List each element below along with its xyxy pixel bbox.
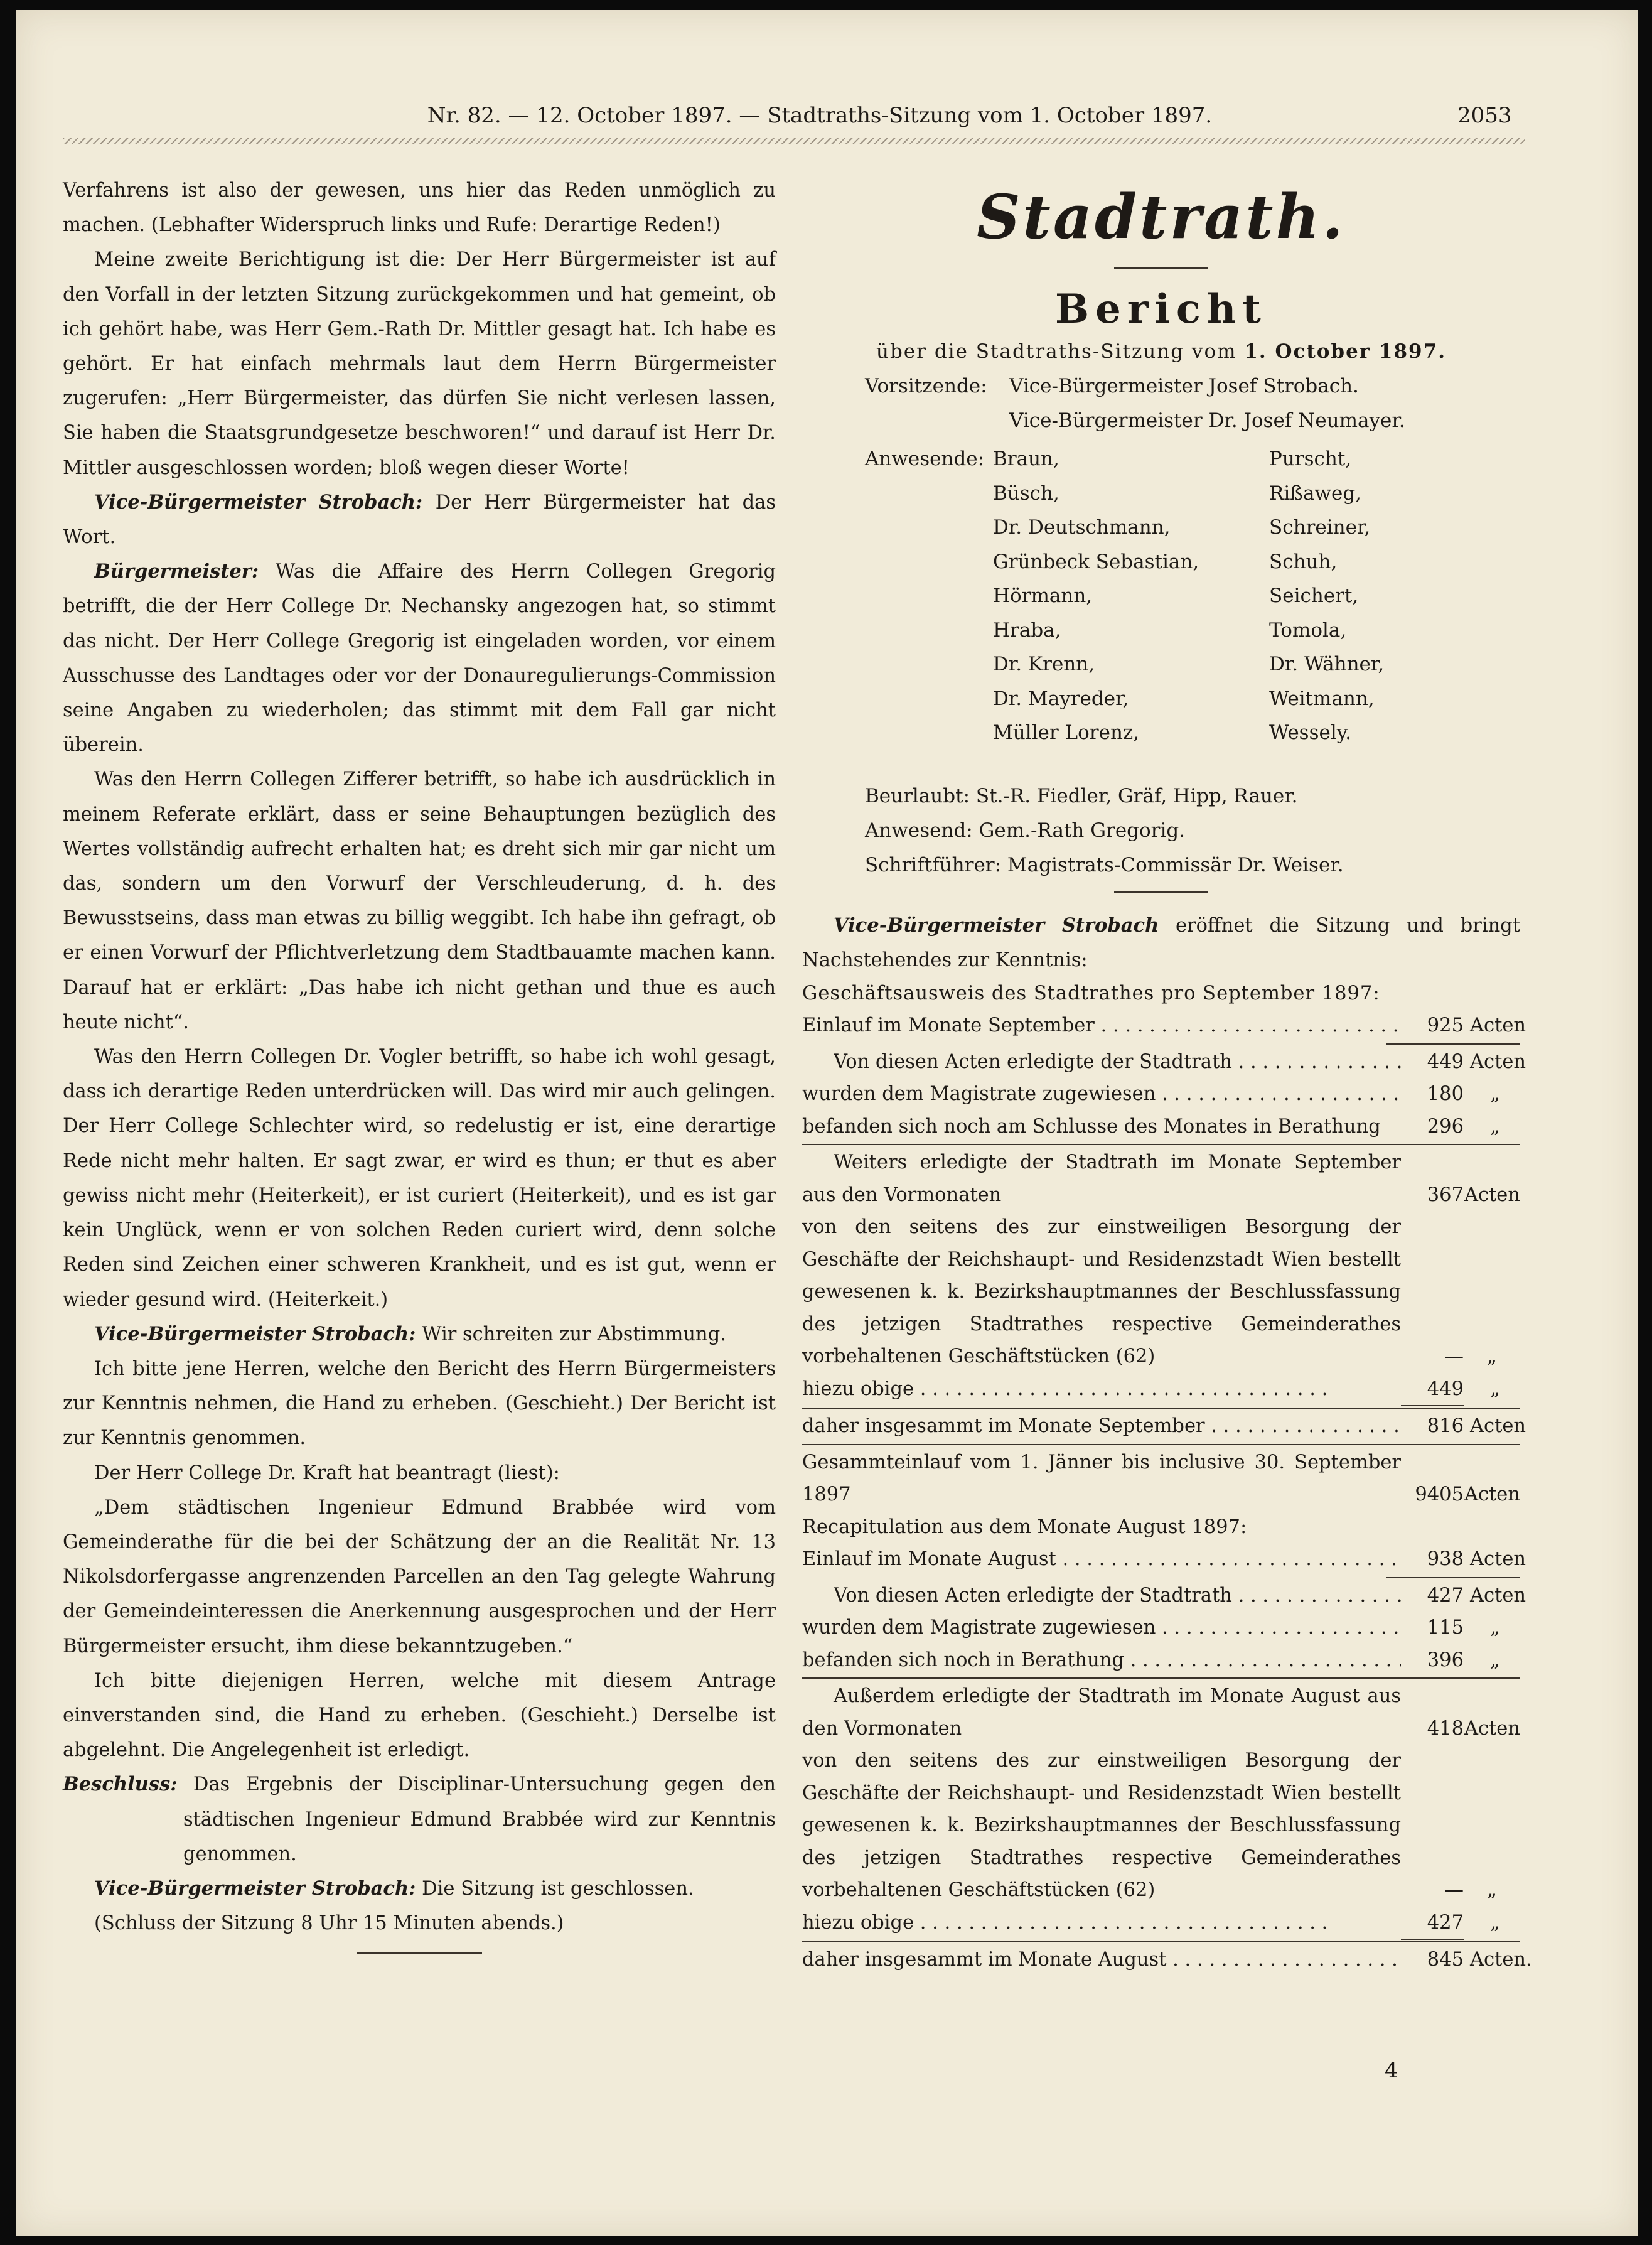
resolution-label: Beschluss:: [63, 1773, 178, 1796]
ledger-value: 115: [1427, 1617, 1464, 1639]
report-title: Geschäftsausweis des Stadtrathes pro September 1897:: [802, 982, 1380, 1004]
ledger-row: [802, 1078, 1520, 1111]
ledger-value: 9405: [1415, 1483, 1464, 1506]
section-rule: [802, 1941, 1520, 1942]
speaker-name: Vice-Bürgermeister Strobach:: [94, 1876, 416, 1900]
chair-name: Vice-Bürgermeister Dr. Josef Neumayer.: [1009, 409, 1405, 432]
ledger-label: Von diesen Acten erledigte der Stadtrath . . .: [834, 1580, 1401, 1612]
chair-row: [865, 369, 1520, 404]
motion-quote: „Dem städtischen Ingenieur Edmund Brabbée wird vom Gemeinderathe für die bei der Schätzung der an die Realität Nr. 13 Nikolsdorfergasse angrenzenden Parcellen an den Tag gelegte Wahrung der Gemeindeinteressen die Anerkennung ausgesprochen und der Herr Bürgermeister ersucht, ihm diese bekanntzugeben.“: [63, 1496, 776, 1657]
ledger-unit: Acten: [1470, 1415, 1526, 1438]
ledger-unit: Acten: [1470, 1584, 1526, 1607]
speaker-name: Vice-Bürgermeister Strobach:: [94, 1322, 416, 1345]
ledger-value: 296: [1427, 1115, 1464, 1138]
chair-name: Vice-Bürgermeister Josef Strobach.: [1009, 375, 1359, 397]
member: Hraba,: [993, 618, 1061, 642]
ledger-value: 367: [1427, 1183, 1464, 1206]
member: Rißaweg,: [1269, 482, 1362, 505]
paragraph: Der Herr College Dr. Kraft hat beantragt (liest):: [94, 1462, 560, 1484]
member: Müller Lorenz,: [993, 721, 1140, 744]
ledger-value: —: [1444, 1879, 1464, 1902]
left-column: [63, 173, 776, 1954]
ledger-row: [802, 1410, 1526, 1443]
end-rule: [357, 1952, 482, 1954]
speech-text: Die Sitzung ist geschlossen.: [422, 1877, 694, 1900]
ledger-value: 938: [1427, 1548, 1464, 1571]
ledger-row: [802, 1373, 1520, 1407]
subtitle-text: über die Stadtraths-Sitzung vom: [876, 340, 1237, 363]
member: Grünbeck Sebastian,: [993, 550, 1199, 573]
ledger-label: hiezu obige . . .: [802, 1373, 1401, 1407]
ledger-label: wurden dem Magistrate zugewiesen . . .: [802, 1078, 1401, 1111]
resolution: [63, 1767, 776, 1871]
ledger-row: [802, 1543, 1526, 1576]
ledger-unit: Acten: [1464, 1183, 1520, 1206]
attendance-list: [993, 442, 1520, 750]
ledger-block: [802, 1745, 1520, 1907]
ledger-value: 427: [1427, 1584, 1464, 1607]
secretary: Schriftführer: Magistrats-Commissär Dr. Weiser.: [865, 853, 1344, 876]
section-rule: [802, 1144, 1520, 1145]
running-header: Nr. 82. — 12. October 1897. — Stadtraths-Sitzung vom 1. October 1897.: [427, 103, 1213, 128]
paragraph: Was den Herrn Collegen Zifferer betrifft, so habe ich ausdrücklich in meinem Referate erklärt, dass er seine Behauptungen bezüglich des Wertes vollständig aufrecht erhalten hat; es dreht sich mir gar nicht um das, sondern um den Vorwurf der Verschleuderung, d. h. des Bewusstseins, dass man etwas zu billig weggibt. Ich habe ihn gefragt, ob er einen Vorwurf der Pflichtverletzung dem Stadtbauamte machen kann. Darauf hat er erklärt: „Das habe ich nicht gethan und thue es auch heute nicht“.: [63, 768, 776, 1033]
ledger-unit: „: [1490, 1911, 1500, 1934]
sheet-number: 4: [1385, 2058, 1398, 2083]
officers-rule: [1114, 891, 1208, 893]
chair-block: [802, 369, 1520, 438]
section-title: Stadtrath.: [977, 181, 1346, 252]
ledger-row: [802, 1612, 1520, 1644]
sum-rule: [1386, 1577, 1520, 1578]
attendance-label: Anwesende:: [865, 448, 985, 470]
opening-text: eröffnet die Sitzung und bringt Nachstehendes zur Kenntnis:: [802, 914, 1520, 971]
speech-text: Der Herr Bürgermeister hat das Wort.: [63, 491, 776, 549]
ledger-block: [802, 1146, 1520, 1211]
ledger-label: Einlauf im Monate September . . .: [802, 1009, 1401, 1042]
speech: [63, 554, 776, 762]
ledger-unit: „: [1490, 1617, 1500, 1639]
ledger-value: 816: [1427, 1415, 1464, 1438]
resolution-text: Das Ergebnis der Disciplinar-Untersuchung gegen den städtischen Ingenieur Edmund Brabbée wird zur Kenntnis genommen.: [183, 1774, 776, 1865]
speech-text: Was die Affaire des Herrn Collegen Gregorig betrifft, die der Herr College Dr. Nechansky angezogen hat, so stimmt das nicht. Der Herr College Gregorig ist eingeladen worden, vor einem Ausschusse des Landtages oder vor der Donauregulierungs-Commission seine Angaben zu wiederholen; das stimmt mit dem Fall gar nicht überein.: [63, 561, 776, 756]
attendance-block: [802, 442, 1520, 750]
member: Dr. Wähner,: [1269, 653, 1385, 676]
member: Dr. Mayreder,: [993, 687, 1129, 710]
member: Hörmann,: [993, 584, 1093, 607]
ledger-label: befanden sich noch am Schlusse des Monates in Berathung: [802, 1115, 1381, 1138]
ledger-label: daher insgesammt im Monate September . . .: [802, 1410, 1401, 1443]
page-number: 2053: [1457, 103, 1512, 128]
ledger-label: Von diesen Acten erledigte der Stadtrath . . .: [834, 1046, 1401, 1079]
member: Tomola,: [1269, 618, 1347, 642]
member: Braun,: [993, 448, 1059, 470]
ledger-value: 449: [1401, 1373, 1464, 1407]
ledger-label: Einlauf im Monate August . . .: [802, 1543, 1401, 1576]
ledger-block: [802, 1446, 1520, 1511]
ledger-value: 396: [1427, 1649, 1464, 1671]
ledger-unit: Acten: [1464, 1483, 1520, 1506]
speaker-name: Vice-Bürgermeister Strobach:: [94, 490, 423, 514]
ledger-row: [802, 1009, 1526, 1042]
ledger-row: [802, 1644, 1520, 1677]
member: Dr. Deutschmann,: [993, 516, 1171, 539]
section-rule: [802, 1677, 1520, 1679]
ledger-row: [802, 1944, 1532, 1976]
ledger-unit: „: [1490, 1083, 1500, 1106]
paragraph: Was den Herrn Collegen Dr. Vogler betrifft, so habe ich wohl gesagt, dass ich derartige Reden unterdrücken will. Das wird mir auch gelingen. Der Herr College Schlechter wird, so redelustig er ist, eine derartige Rede nicht mehr halten. Er sagt zwar, er wird es thun; er thut es aber gewiss nicht mehr (Heiterkeit), er ist curiert (Heiterkeit), und es ist gar kein Unglück, wenn er von solchen Reden curiert wird, denn solche Reden sind Zeichen einer schweren Krankheit, und es ist gut, wenn er wieder gesund wird. (Heiterkeit.): [63, 1046, 776, 1311]
speech: [63, 485, 776, 554]
sum-rule: [1386, 1043, 1520, 1045]
ledger-text: von den seitens des zur einstweiligen Besorgung der Geschäfte der Reichshaupt- und Residenzstadt Wien bestellt gewesenen k. k. Bezirkshauptmannes der Beschlussfassung des jetzigen Stadtrathes respective Gemeinderathes vorbehaltenen Geschäftstücken (62): [802, 1750, 1401, 1902]
ledger-unit: „: [1487, 1345, 1497, 1368]
ledger-unit: Acten: [1470, 1050, 1526, 1073]
ledger-value: 418: [1427, 1717, 1464, 1740]
ledger-unit: „: [1490, 1377, 1500, 1400]
chair-label: Vorsitzende:: [865, 375, 987, 397]
ledger-unit: Acten: [1470, 1015, 1526, 1037]
chair-row: [865, 404, 1520, 438]
newspaper-page: [16, 10, 1638, 2236]
ledger-value: 925: [1427, 1015, 1464, 1037]
ledger-unit: „: [1487, 1879, 1497, 1902]
member: Seichert,: [1269, 584, 1359, 607]
paragraph: Ich bitte jene Herren, welche den Bericht des Herrn Bürgermeisters zur Kenntnis nehmen, die Hand zu erheben. (Geschieht.) Der Bericht ist zur Kenntnis genommen.: [63, 1357, 776, 1450]
ledger-row: [802, 1907, 1520, 1941]
member: Purscht,: [1269, 448, 1352, 470]
ledger-label: befanden sich noch in Berathung . . .: [802, 1644, 1401, 1677]
ledger-unit: Acten.: [1470, 1949, 1532, 1971]
ledger-value: 427: [1401, 1907, 1464, 1941]
member: Schuh,: [1269, 550, 1338, 573]
member: Büsch,: [993, 482, 1059, 505]
report-subtitle: [802, 335, 1520, 369]
ledger-label: daher insgesammt im Monate August . . .: [802, 1944, 1401, 1976]
ledger-block: [802, 1680, 1520, 1745]
right-column: [802, 173, 1532, 1976]
section-rule: [802, 1408, 1520, 1409]
ledger-unit: Acten: [1464, 1717, 1520, 1740]
ledger-row: [802, 1580, 1526, 1612]
ledger-unit: „: [1490, 1115, 1500, 1138]
ledger-label: wurden dem Magistrate zugewiesen . . .: [802, 1612, 1401, 1644]
section-rule: [802, 1444, 1520, 1445]
member: Wessely.: [1269, 721, 1352, 744]
ledger-value: 180: [1427, 1083, 1464, 1106]
ledger-text: Außerdem erledigte der Stadtrath im Monate August aus den Vormonaten: [802, 1685, 1401, 1740]
ledger-text: von den seitens des zur einstweiligen Besorgung der Geschäfte der Reichshaupt- und Residenzstadt Wien bestellt gewesenen k. k. Bezirkshauptmannes der Beschlussfassung des jetzigen Stadtrathes respective Gemeinderathes vorbehaltenen Geschäftstücken (62): [802, 1216, 1401, 1368]
report-heading: Bericht: [1055, 286, 1267, 333]
speech-text: Wir schreiten zur Abstimmung.: [422, 1323, 726, 1345]
ledger-text: Gesammteinlauf vom 1. Jänner bis inclusive 30. September 1897: [802, 1451, 1401, 1506]
ledger-row: [802, 1046, 1526, 1079]
recap-title: Recapitulation aus dem Monate August 1897:: [802, 1516, 1247, 1538]
header-divider: [63, 138, 1525, 144]
session-officers: [802, 779, 1520, 883]
ledger-unit: Acten: [1470, 1548, 1526, 1571]
session-date: 1. October 1897.: [1244, 340, 1446, 363]
ledger-unit: „: [1490, 1649, 1500, 1671]
on-leave: Beurlaubt: St.-R. Fiedler, Gräf, Hipp, Rauer.: [865, 784, 1298, 807]
speech: [63, 1317, 776, 1352]
member: Schreiner,: [1269, 516, 1371, 539]
member: Dr. Krenn,: [993, 653, 1095, 676]
paragraph: Meine zweite Berichtigung ist die: Der Herr Bürgermeister ist auf den Vorfall in der letzten Sitzung zurückgekommen und hat gemeint, ob ich gehört habe, was Herr Gem.-Rath Dr. Mittler gesagt hat. Ich habe es gehört. Er hat einfach mehrmals laut dem Herrn Bürgermeister zugerufen: „Herr Bürgermeister, das dürfen Sie nicht verlesen lassen, Sie haben die Staatsgrundgesetze beschworen!“ und darauf ist Herr Dr. Mittler ausgeschlossen worden; bloß wegen dieser Worte!: [63, 249, 776, 479]
ledger-value: 449: [1427, 1050, 1464, 1073]
ledger-value: —: [1444, 1345, 1464, 1368]
closing-note: (Schluss der Sitzung 8 Uhr 15 Minuten abends.): [94, 1912, 564, 1935]
speaker-name: Vice-Bürgermeister Strobach: [834, 913, 1159, 937]
paragraph: Ich bitte diejenigen Herren, welche mit diesem Antrage einverstanden sind, die Hand zu erheben. (Geschieht.) Derselbe ist abgelehnt. Die Angelegenheit ist erledigt.: [63, 1669, 776, 1762]
title-rule: [1114, 267, 1208, 269]
member: Weitmann,: [1269, 687, 1375, 710]
ledger-text: Weiters erledigte der Stadtrath im Monate September aus den Vormonaten: [802, 1151, 1401, 1206]
speaker-name: Bürgermeister:: [94, 560, 259, 583]
ledger-block: [802, 1211, 1520, 1373]
ledger-label: hiezu obige . . .: [802, 1907, 1401, 1941]
speech: [63, 1871, 776, 1906]
ledger-value: 845: [1427, 1949, 1464, 1971]
guest: Anwesend: Gem.-Rath Gregorig.: [865, 819, 1186, 842]
paragraph: Verfahrens ist also der gewesen, uns hier das Reden unmöglich zu machen. (Lebhafter Widerspruch links und Rufe: Derartige Reden!): [63, 180, 776, 237]
ledger-row: [802, 1111, 1520, 1143]
opening: [802, 908, 1520, 977]
